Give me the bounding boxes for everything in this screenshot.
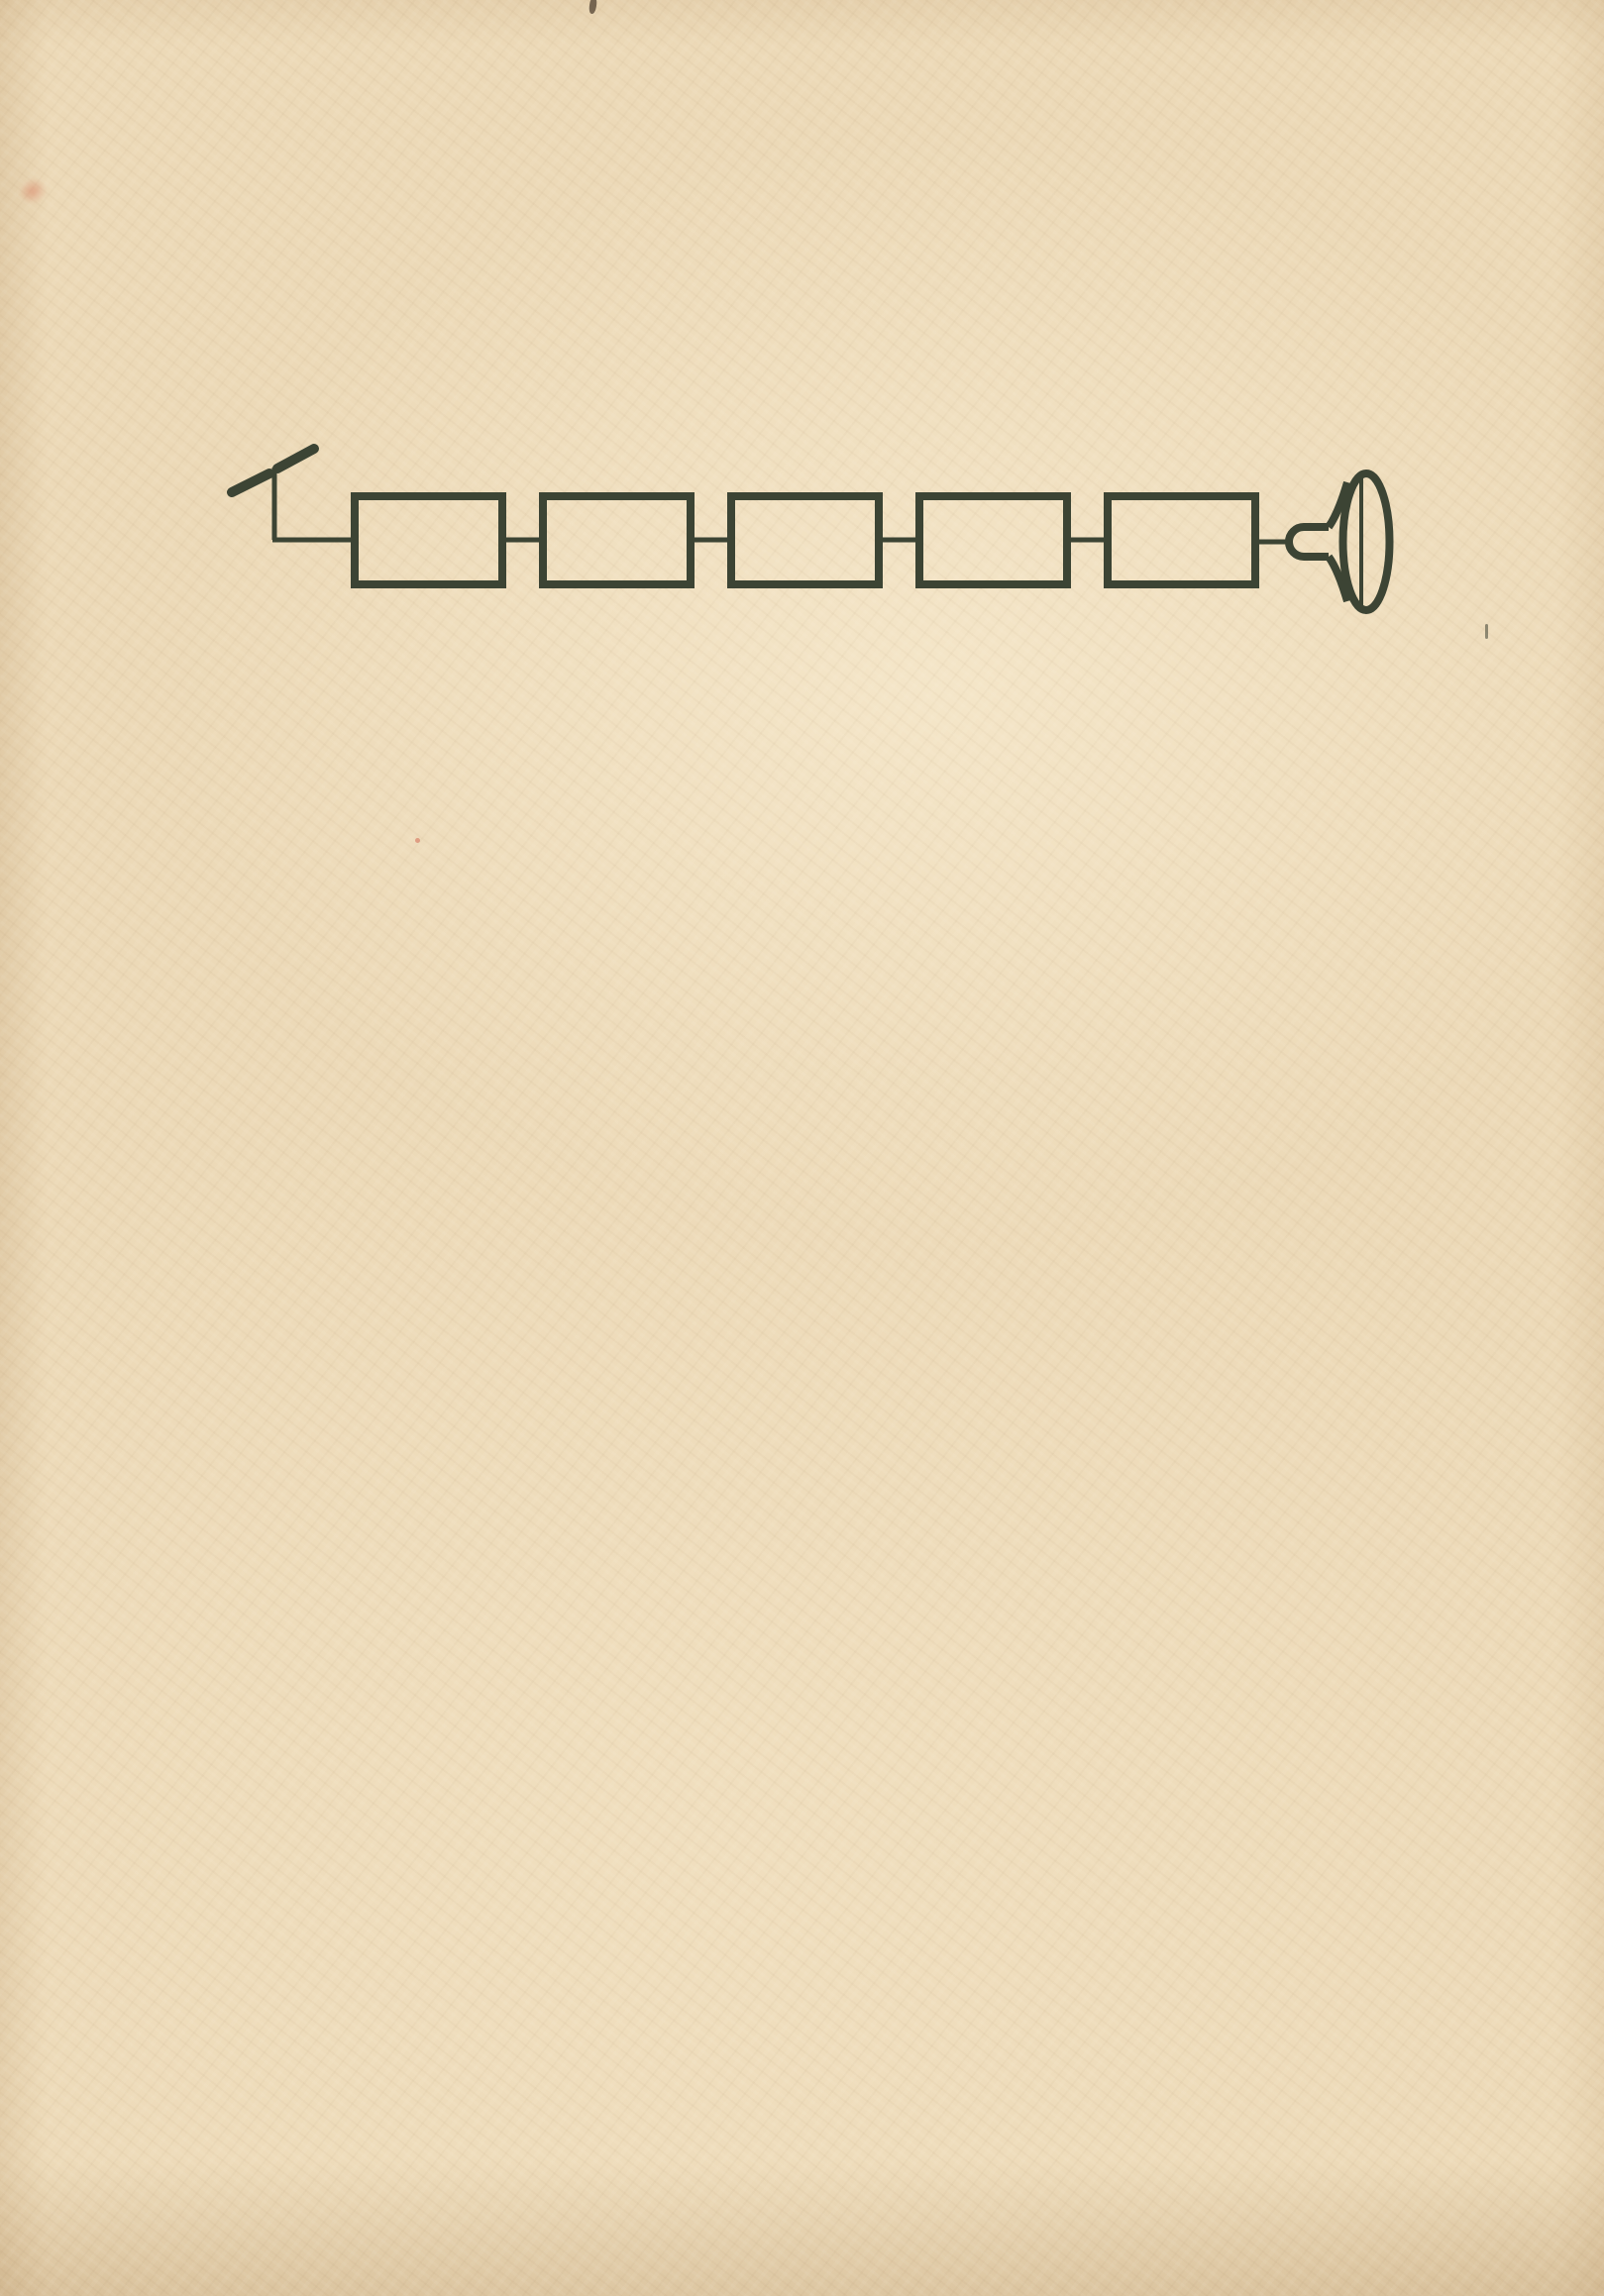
paper-speck	[588, 0, 597, 14]
figure-box-label	[543, 496, 691, 584]
figure-box-label	[919, 496, 1067, 584]
figure-box-label	[355, 496, 502, 584]
paper-stain	[9, 169, 55, 214]
figure-box-label	[1108, 496, 1255, 584]
figure-box-label	[731, 496, 879, 584]
antenna-icon	[232, 449, 357, 540]
paper-speck	[415, 838, 420, 843]
picture-tube-icon	[1289, 473, 1390, 610]
